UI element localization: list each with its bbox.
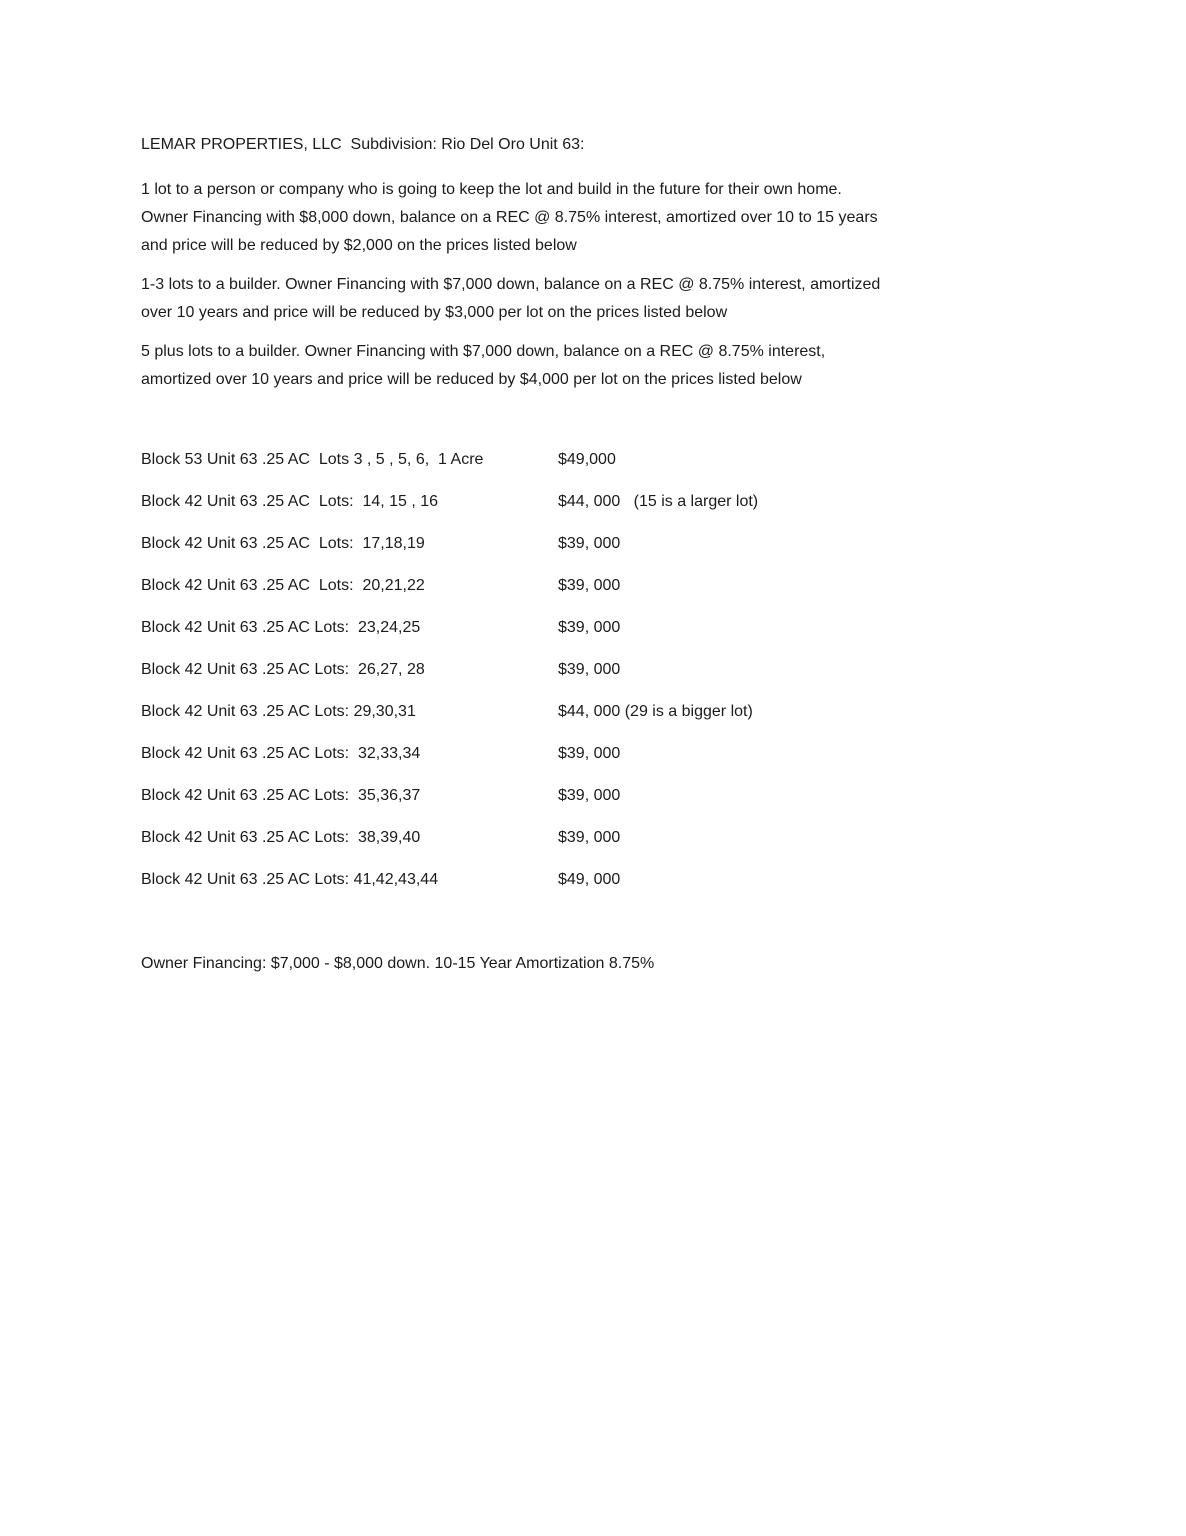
paragraph-line: over 10 years and price will be reduced by $3,000 per lot on the prices listed below bbox=[141, 304, 728, 321]
listing-description: Block 42 Unit 63 .25 AC Lots: 32,33,34 bbox=[141, 745, 421, 762]
paragraphs-section bbox=[141, 176, 1146, 394]
listing-description: Block 42 Unit 63 .25 AC Lots: 35,36,37 bbox=[141, 787, 421, 804]
listing-description: Block 42 Unit 63 .25 AC Lots: 26,27, 28 bbox=[141, 661, 425, 678]
listing-description: Block 42 Unit 63 .25 AC Lots: 41,42,43,44 bbox=[141, 871, 439, 888]
listing-row bbox=[141, 866, 1146, 894]
listing-description: Block 42 Unit 63 .25 AC Lots: 20,21,22 bbox=[141, 577, 425, 594]
paragraph bbox=[141, 338, 1146, 394]
listing-price: $39, 000 bbox=[558, 577, 621, 594]
listing-description: Block 42 Unit 63 .25 AC Lots: 23,24,25 bbox=[141, 619, 421, 636]
paragraph-line: amortized over 10 years and price will be reduced by $4,000 per lot on the prices listed below bbox=[141, 371, 802, 388]
listing-row bbox=[141, 824, 1146, 852]
listing-price: $39, 000 bbox=[558, 661, 621, 678]
listing-price: $44, 000 (29 is a bigger lot) bbox=[558, 703, 753, 720]
listing-row bbox=[141, 446, 1146, 474]
listing-row bbox=[141, 740, 1146, 768]
listing-row bbox=[141, 572, 1146, 600]
listing-description: Block 42 Unit 63 .25 AC Lots: 14, 15 , 16 bbox=[141, 493, 439, 510]
listing-price: $39, 000 bbox=[558, 745, 621, 762]
listing-description: Block 42 Unit 63 .25 AC Lots: 17,18,19 bbox=[141, 535, 425, 552]
listing-price: $39, 000 bbox=[558, 829, 621, 846]
lot-listings-section bbox=[141, 446, 1146, 894]
listing-row bbox=[141, 614, 1146, 642]
listing-row bbox=[141, 782, 1146, 810]
paragraph-line: and price will be reduced by $2,000 on the prices listed below bbox=[141, 237, 577, 254]
document-title: LEMAR PROPERTIES, LLC Subdivision: Rio Del Oro Unit 63: bbox=[141, 136, 585, 153]
empty-paragraph bbox=[141, 908, 1146, 949]
listing-price: $49, 000 bbox=[558, 871, 621, 888]
paragraph-line: 1-3 lots to a builder. Owner Financing with $7,000 down, balance on a REC @ 8.75% interest, amortized bbox=[141, 276, 881, 293]
listing-row bbox=[141, 530, 1146, 558]
listing-price: $49,000 bbox=[558, 451, 616, 468]
listing-row bbox=[141, 488, 1146, 516]
listing-price: $39, 000 bbox=[558, 535, 621, 552]
listing-description: Block 53 Unit 63 .25 AC Lots 3 , 5 , 5, 6, 1 Acre bbox=[141, 451, 484, 468]
listing-row bbox=[141, 698, 1146, 726]
listing-row bbox=[141, 656, 1146, 684]
empty-paragraph bbox=[141, 405, 1146, 446]
owner-financing-summary: Owner Financing: $7,000 - $8,000 down. 10-15 Year Amortization 8.75% bbox=[141, 955, 655, 972]
paragraph bbox=[141, 176, 1146, 260]
listing-price: $39, 000 bbox=[558, 787, 621, 804]
listing-price: $39, 000 bbox=[558, 619, 621, 636]
listing-description: Block 42 Unit 63 .25 AC Lots: 29,30,31 bbox=[141, 703, 416, 720]
paragraph bbox=[141, 271, 1146, 327]
paragraph-line: Owner Financing with $8,000 down, balance on a REC @ 8.75% interest, amortized over 10 to 15 years bbox=[141, 209, 878, 226]
listing-price: $44, 000 (15 is a larger lot) bbox=[558, 493, 759, 510]
paragraph-line: 5 plus lots to a builder. Owner Financing with $7,000 down, balance on a REC @ 8.75% interest, bbox=[141, 343, 826, 360]
paragraph-line: 1 lot to a person or company who is going to keep the lot and build in the future for their own home. bbox=[141, 181, 842, 198]
listing-description: Block 42 Unit 63 .25 AC Lots: 38,39,40 bbox=[141, 829, 421, 846]
